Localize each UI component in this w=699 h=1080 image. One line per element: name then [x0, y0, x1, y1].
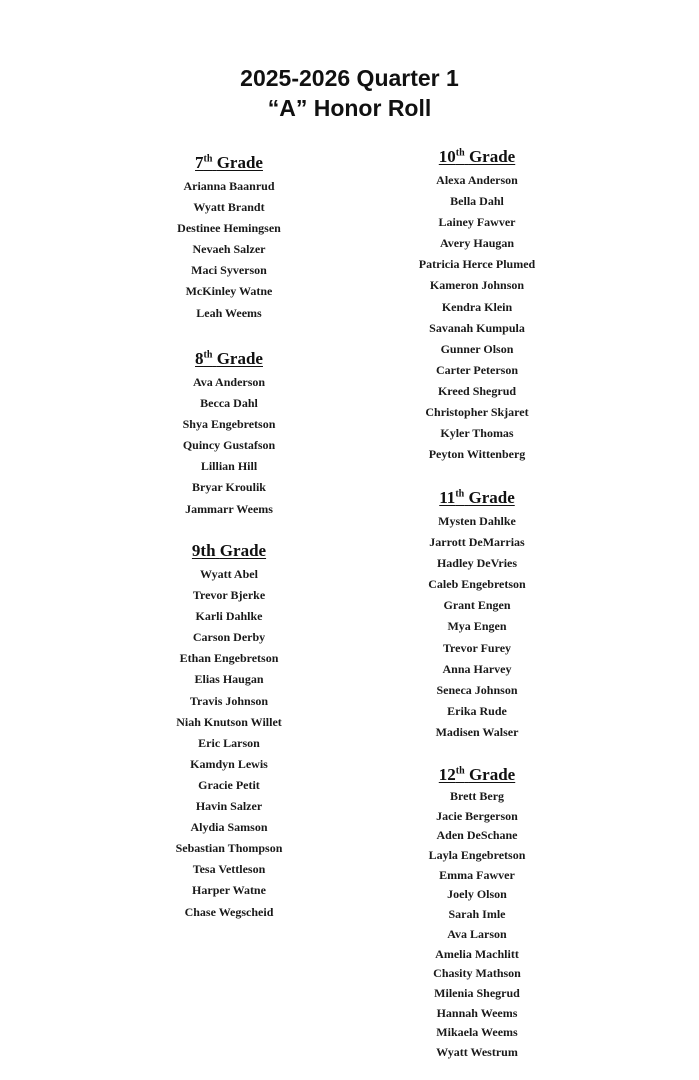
student-name: Brett Berg	[449, 789, 505, 803]
grade-11-section	[357, 487, 597, 743]
student-name: Gunner Olson	[440, 341, 514, 356]
student-list	[357, 170, 597, 465]
grade-suffix: th	[455, 488, 465, 500]
student-name: Wyatt Brandt	[193, 200, 265, 215]
grade-number: 8	[195, 349, 204, 368]
student-name: Sebastian Thompson	[175, 841, 283, 856]
student-name: Maci Syverson	[191, 263, 267, 278]
student-name: Chasity Mathson	[433, 966, 521, 981]
student-name: Carson Derby	[192, 630, 266, 645]
grade-number: 12	[438, 765, 456, 784]
student-name: Nevaeh Salzer	[192, 242, 266, 257]
student-name: Gracie Petit	[198, 777, 260, 792]
grade-number: 7	[195, 153, 204, 172]
student-name: Destinee Hemingsen	[177, 221, 281, 236]
student-name: Mikaela Weems	[436, 1025, 518, 1040]
student-name: Alydia Samson	[190, 820, 268, 835]
grade-heading	[109, 348, 349, 370]
student-list	[109, 176, 349, 324]
grade-suffix: th	[203, 153, 213, 165]
grade-heading	[109, 152, 349, 174]
grade-word: Grade	[219, 541, 267, 560]
student-name: Kyler Thomas	[440, 426, 514, 441]
student-name: Hannah Weems	[436, 1005, 518, 1020]
grade-suffix: th	[203, 349, 213, 361]
student-name: Savanah Kumpula	[429, 320, 525, 335]
student-name: Jarrott DeMarrias	[429, 535, 525, 550]
grade-9-section	[109, 540, 349, 923]
grade-number: 9th	[191, 541, 216, 560]
student-name: Jacie Bergerson	[436, 808, 518, 823]
student-name: Wyatt Westrum	[436, 1044, 518, 1059]
student-name: Bella Dahl	[450, 194, 504, 209]
student-name: Harper Watne	[192, 883, 266, 898]
grade-12-section	[357, 764, 597, 1063]
student-name: Quincy Gustafson	[182, 438, 276, 453]
student-name: Joely Olson	[447, 887, 507, 902]
student-name: Christopher Skjaret	[425, 405, 529, 420]
student-name: Niah Knutson Willet	[176, 714, 282, 729]
document-subtitle: “A” Honor Roll	[267, 95, 432, 121]
student-name: Trevor Bjerke	[192, 588, 266, 603]
student-list	[109, 372, 349, 520]
student-name: Emma Fawver	[439, 867, 515, 882]
student-list	[357, 787, 597, 1063]
student-name: Seneca Johnson	[436, 682, 518, 697]
grade-word: Grade	[468, 765, 516, 784]
student-name: Karli Dahlke	[195, 609, 263, 624]
grade-number: 10	[438, 147, 456, 166]
grade-word: Grade	[216, 349, 263, 368]
document-title: 2025-2026 Quarter 1	[240, 65, 459, 91]
student-name: Travis Johnson	[189, 693, 269, 708]
student-name: Anna Harvey	[442, 661, 512, 676]
student-name: Tesa Vettleson	[192, 862, 266, 877]
student-name: Trevor Furey	[442, 640, 512, 655]
student-name: Layla Engebretson	[428, 848, 526, 863]
student-list	[109, 564, 349, 923]
student-name: Carter Peterson	[435, 362, 519, 377]
grade-heading	[357, 146, 597, 168]
student-name: Kamdyn Lewis	[190, 756, 268, 771]
student-name: Ethan Engebretson	[179, 651, 279, 666]
student-name: McKinley Watne	[185, 284, 273, 299]
student-name: Lillian Hill	[200, 459, 258, 474]
student-name: Elias Haugan	[194, 672, 264, 687]
student-name: Milenia Shegrud	[434, 985, 520, 1000]
student-name: Becca Dahl	[200, 396, 258, 411]
student-name: Havin Salzer	[195, 799, 263, 814]
grade-suffix: th	[455, 147, 465, 159]
student-name: Bryar Kroulik	[192, 480, 266, 495]
grade-heading	[357, 487, 597, 509]
student-name: Kendra Klein	[441, 299, 513, 314]
student-name: Ava Larson	[447, 926, 507, 941]
student-name: Caleb Engebretson	[428, 577, 526, 592]
student-name: Madisen Walser	[435, 724, 519, 739]
student-name: Mysten Dahlke	[438, 514, 516, 528]
student-name: Erika Rude	[447, 703, 507, 718]
student-name: Kreed Shegrud	[437, 383, 517, 398]
grade-word: Grade	[216, 153, 263, 172]
student-name: Grant Engen	[443, 598, 511, 613]
student-name: Wyatt Abel	[200, 567, 258, 581]
student-name: Jammarr Weems	[185, 501, 273, 516]
grade-8-section	[109, 348, 349, 520]
student-name: Patricia Herce Plumed	[418, 257, 536, 272]
student-name: Peyton Wittenberg	[428, 447, 526, 462]
student-name: Arianna Baanrud	[183, 179, 275, 193]
grade-word: Grade	[468, 488, 515, 507]
student-name: Kameron Johnson	[429, 278, 525, 293]
student-name: Hadley DeVries	[436, 556, 518, 571]
grade-word: Grade	[468, 147, 516, 166]
student-name: Amelia Machlitt	[435, 946, 519, 961]
student-name: Shya Engebretson	[182, 417, 276, 432]
student-name: Sarah Imle	[448, 907, 506, 922]
student-name: Chase Wegscheid	[184, 904, 274, 919]
grade-heading	[109, 540, 349, 562]
student-name: Alexa Anderson	[436, 173, 518, 187]
student-name: Avery Haugan	[439, 236, 515, 251]
student-name: Lainey Fawver	[438, 215, 516, 230]
student-name: Mya Engen	[447, 619, 507, 634]
student-name: Ava Anderson	[192, 375, 266, 389]
grade-number: 11	[439, 488, 456, 507]
student-list	[357, 511, 597, 743]
student-name: Leah Weems	[196, 305, 262, 320]
grade-10-section	[357, 146, 597, 465]
grade-7-section	[109, 152, 349, 324]
student-name: Aden DeSchane	[436, 828, 518, 843]
grade-heading	[357, 764, 597, 786]
grade-suffix: th	[455, 765, 465, 777]
student-name: Eric Larson	[198, 735, 260, 750]
